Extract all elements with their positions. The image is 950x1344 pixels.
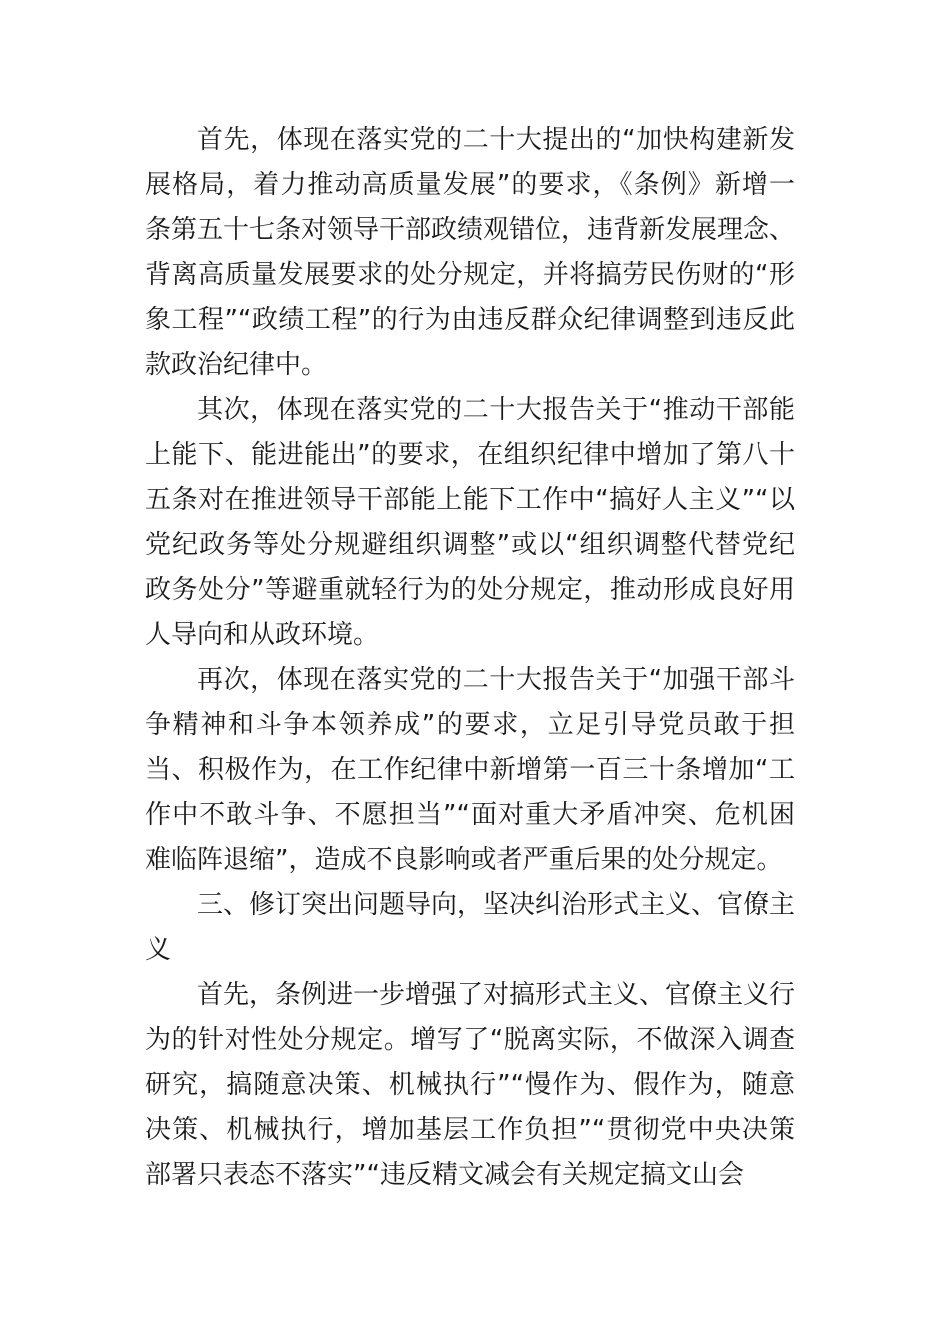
section-heading: 三、修订突出问题导向，坚决纠治形式主义、官僚主义 (145, 890, 796, 965)
paragraph-4: 首先，条例进一步增强了对搞形式主义、官僚主义行为的针对性处分规定。增写了“脱离实际，不做深入调查研究，搞随意决策、机械执行”“慢作为、假作为，随意决策、机械执行，增加基层工作负担”“贯彻党中央决策部署只表态不落实”“违反精文减会有关规定搞文山会 (145, 980, 796, 1190)
paragraph-2: 其次，体现在落实党的二十大报告关于“推动干部能上能下、能进能出”的要求，在组织纪律中增加了第八十五条对在推进领导干部能上能下工作中“搞好人主义”“以党纪政务等处分规避组织调整”或以“组织调整代替党纪政务处分”等避重就轻行为的处分规定，推动形成良好用人导向和从政环境。 (145, 395, 795, 650)
paragraph-3: 再次，体现在落实党的二十大报告关于“加强干部斗争精神和斗争本领养成”的要求，立足引导党员敢于担当、积极作为，在工作纪律中新增第一百三十条增加“工作中不敢斗争、不愿担当”“面对重大矛盾冲突、危机困难临阵退缩”，造成不良影响或者严重后果的处分规定。 (145, 665, 795, 875)
paragraph-1: 首先，体现在落实党的二十大提出的“加快构建新发展格局，着力推动高质量发展”的要求，《条例》新增一条第五十七条对领导干部政绩观错位，违背新发展理念、背离高质量发展要求的处分规定，并将搞劳民伤财的“形象工程”“政绩工程”的行为由违反群众纪律调整到违反此款政治纪律中。 (145, 125, 796, 380)
document-body (145, 118, 795, 1198)
